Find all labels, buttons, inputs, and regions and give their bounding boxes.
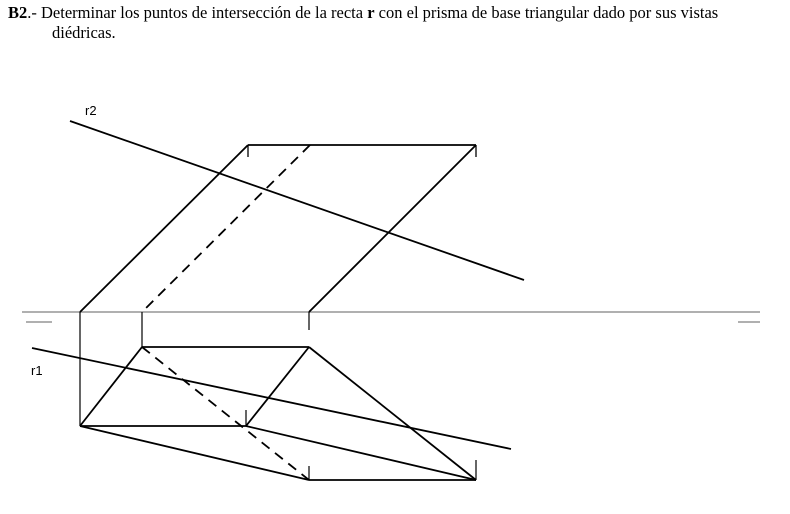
prism-plan-lower-left-edge bbox=[80, 426, 309, 480]
prism-edge-right bbox=[309, 145, 476, 312]
line-r1 bbox=[32, 348, 511, 449]
problem-code: B2 bbox=[8, 3, 28, 22]
label-r1: r1 bbox=[31, 363, 43, 378]
prism-plan-inner-edge bbox=[246, 347, 309, 426]
ground-line bbox=[22, 312, 760, 322]
prism-plan-left-edge bbox=[80, 347, 142, 426]
prism-vertical-projection bbox=[80, 145, 476, 312]
line-r-letter: r bbox=[367, 3, 375, 22]
statement-line-2: diédricas. bbox=[52, 23, 116, 42]
statement-text-after: con el prisma de base triangular dado por sus vistas bbox=[374, 3, 719, 22]
statement-text-before: .- Determinar los puntos de intersección de la recta bbox=[27, 3, 368, 22]
prism-horizontal-projection bbox=[80, 347, 476, 480]
label-r2: r2 bbox=[85, 103, 97, 118]
prism-edge-left bbox=[80, 145, 248, 312]
prism-hidden-edge bbox=[142, 145, 310, 312]
